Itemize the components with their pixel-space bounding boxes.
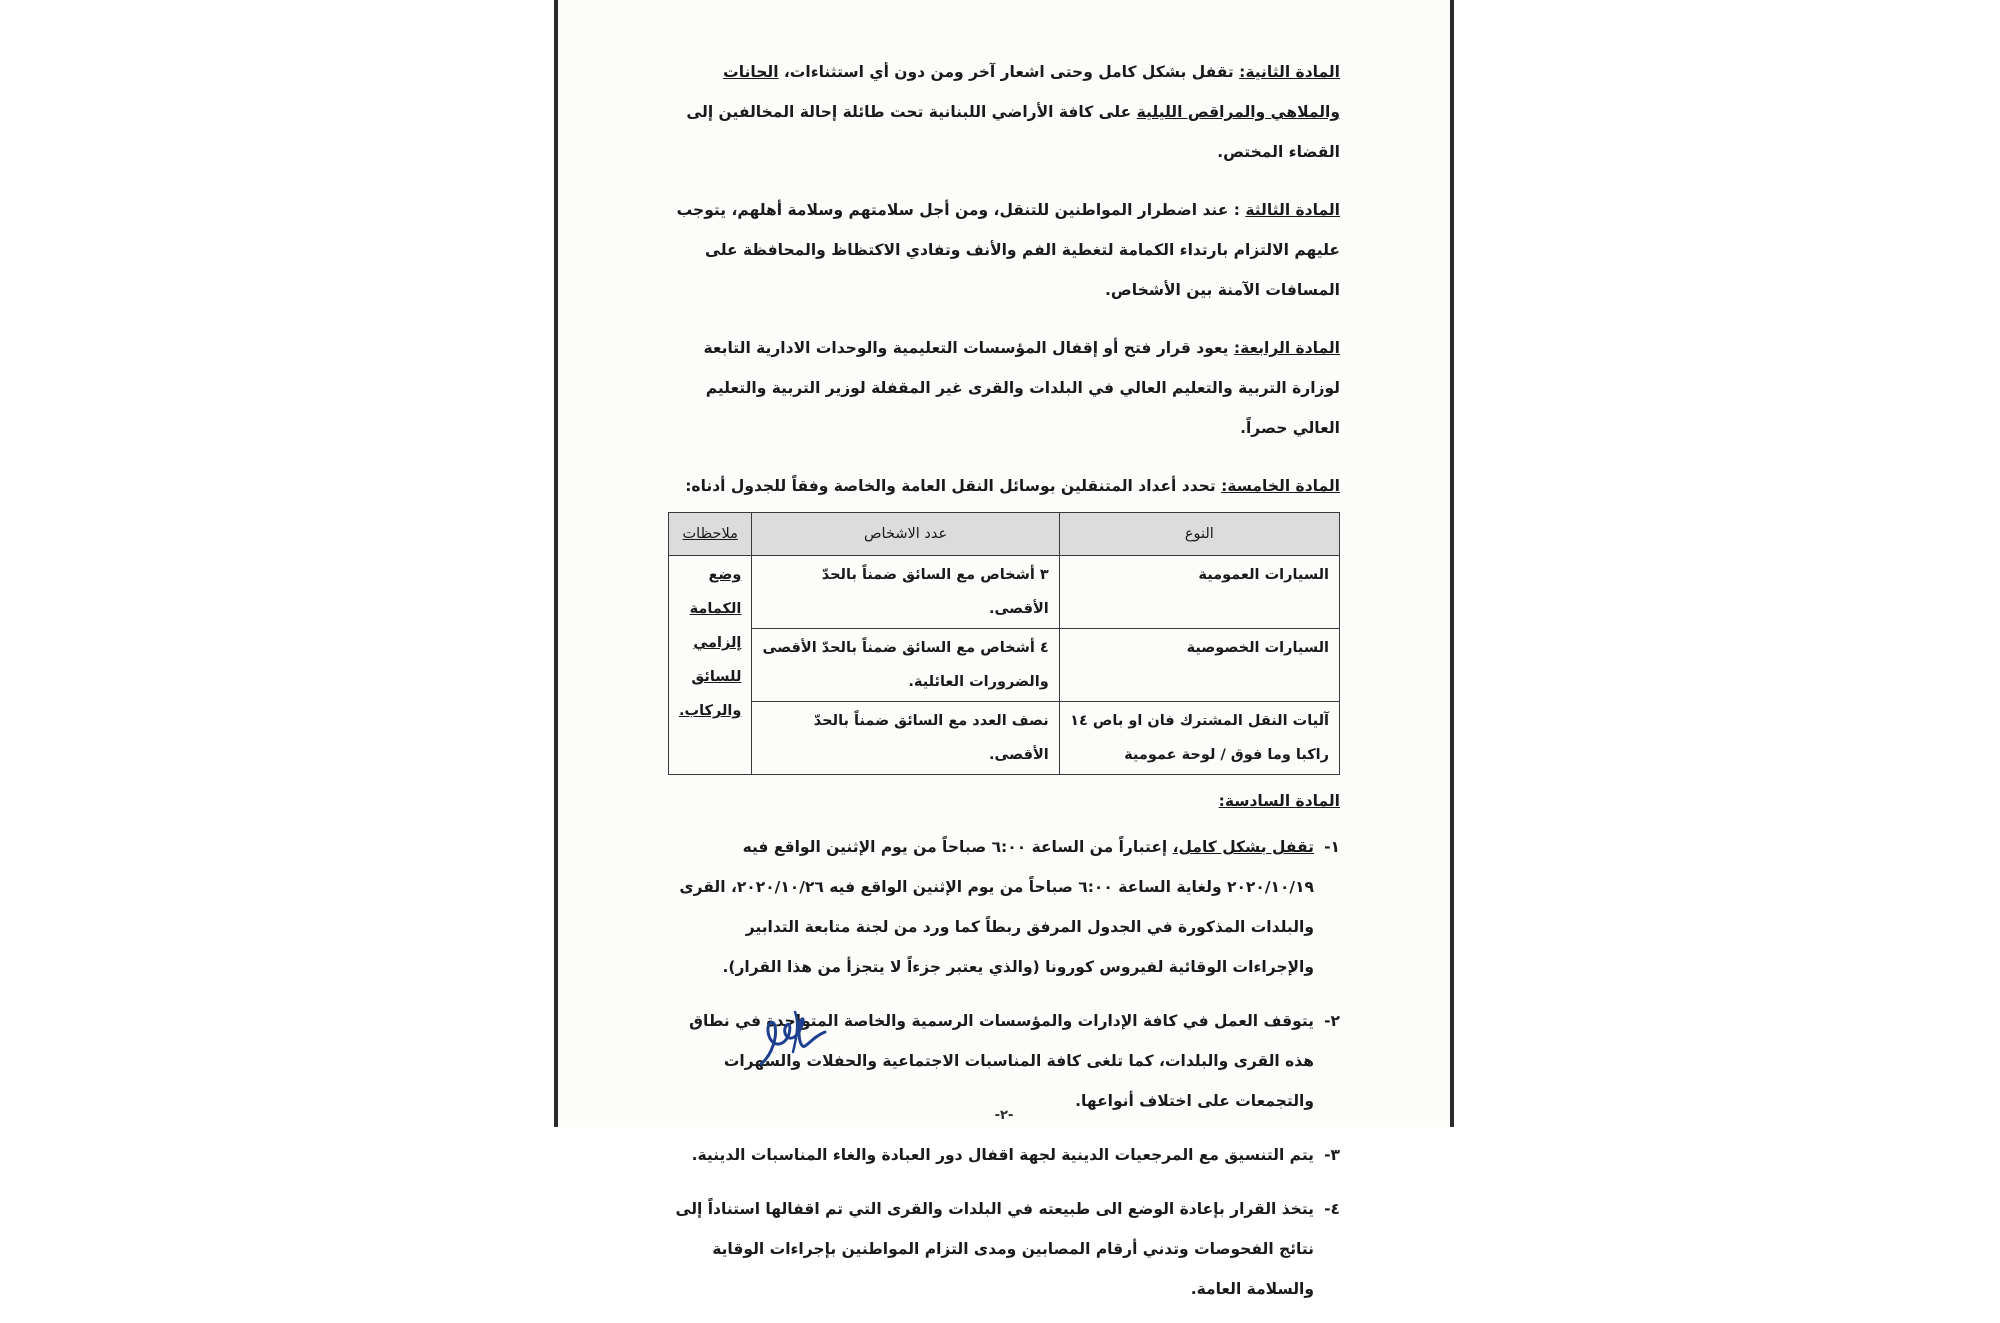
article-3 xyxy=(668,190,1340,310)
cell-type: السيارات العمومية xyxy=(1059,556,1339,629)
cell-count: ٣ أشخاص مع السائق ضمناً بالحدّ الأقصى. xyxy=(752,556,1059,629)
list-item xyxy=(668,1189,1340,1309)
article-5 xyxy=(668,466,1340,506)
article-3-text: : عند اضطرار المواطنين للتنقل، ومن أجل سلامتهم وسلامة أهلهم، يتوجب عليهم الالتزام بارتداء الكمامة لتغطية الفم والأنف وتفادي الاكتظاظ والمحافظة على المسافات الآمنة بين الأشخاص. xyxy=(676,201,1340,299)
cell-notes: وضع الكمامة إلزامي للسائق والركاب. xyxy=(669,556,752,775)
list-item xyxy=(668,1135,1340,1175)
signature-mark xyxy=(755,1006,835,1070)
article-6-heading: المادة السادسة: xyxy=(1218,792,1340,810)
item-text: يتم التنسيق مع المرجعيات الدينية لجهة اقفال دور العبادة والغاء المناسبات الدينية. xyxy=(691,1146,1314,1164)
cell-count: ٤ أشخاص مع السائق ضمناً بالحدّ الأقصى والضرورات العائلية. xyxy=(752,629,1059,702)
table-header-row xyxy=(669,513,1340,556)
item-text: إعتباراً من الساعة ٦:٠٠ صباحاً من يوم الإثنين الواقع فيه ٢٠٢٠/١٠/١٩ ولغاية الساعة ٦:٠٠ صباحاً من يوم الإثنين الواقع فيه ٢٠٢٠/١٠/٢٦، القرى والبلدات المذكورة في الجدول المرفق ربطاً كما ورد من لجنة متابعة التدابير والإجراءات الوقائية لفيروس كورونا (والذي يعتبر جزءاً لا يتجزأ من هذا القرار). xyxy=(679,838,1314,976)
article-3-heading: المادة الثالثة xyxy=(1245,201,1340,219)
item-number: ١- xyxy=(1324,838,1340,856)
article-5-text: تحدد أعداد المتنقلين بوسائل النقل العامة والخاصة وفقاً للجدول أدناه: xyxy=(685,477,1222,495)
item-lead: تقفل بشكل كامل، xyxy=(1172,838,1314,856)
cell-type: السيارات الخصوصية xyxy=(1059,629,1339,702)
item-number: ٤- xyxy=(1324,1200,1340,1218)
article-4 xyxy=(668,328,1340,448)
article-4-text: يعود قرار فتح أو إقفال المؤسسات التعليمية والوحدات الادارية التابعة لوزارة التربية والتعليم العالي في البلدات والقرى غير المقفلة لوزير التربية والتعليم العالي حصراً. xyxy=(703,339,1340,437)
item-text: يتوقف العمل في كافة الإدارات والمؤسسات الرسمية والخاصة المتواجدة في نطاق هذه القرى والبلدات، كما تلغى كافة المناسبات الاجتماعية والحفلات والسهرات والتجمعات على اختلاف أنواعها. xyxy=(689,1012,1314,1110)
document-page xyxy=(554,0,1454,1298)
cell-type: آليات النقل المشترك فان او باص ١٤ راكبا وما فوق / لوحة عمومية xyxy=(1059,702,1339,775)
item-text: يتخذ القرار بإعادة الوضع الى طبيعته في البلدات والقرى التي تم اقفالها استناداً إلى نتائج الفحوصات وتدني أرقام المصابين ومدى التزام المواطنين بإجراءات الوقاية والسلامة العامة. xyxy=(675,1200,1314,1298)
table-row xyxy=(669,629,1340,702)
item-number: ٢- xyxy=(1324,1012,1340,1030)
table-row xyxy=(669,702,1340,775)
table-row xyxy=(669,556,1340,629)
article-2-text-end: على كافة الأراضي اللبنانية تحت طائلة إحالة المخالفين إلى القضاء المختص. xyxy=(686,103,1340,161)
article-2-heading: المادة الثانية: xyxy=(1239,63,1340,81)
cell-count: نصف العدد مع السائق ضمناً بالحدّ الأقصى. xyxy=(752,702,1059,775)
item-number: ٣- xyxy=(1324,1146,1340,1164)
article-6 xyxy=(668,781,1340,821)
article-2-emphasis: الحانات والملاهي والمراقص الليلية xyxy=(723,63,1340,121)
article-2-text: تقفل بشكل كامل وحتى اشعار آخر ومن دون أي استثناءات، xyxy=(778,63,1240,81)
article-5-heading: المادة الخامسة: xyxy=(1221,477,1340,495)
article-2 xyxy=(668,52,1340,172)
header-count: عدد الاشخاص xyxy=(752,513,1059,556)
document-body xyxy=(668,52,1340,1323)
list-item xyxy=(668,827,1340,987)
header-notes: ملاحظات xyxy=(669,513,752,556)
transport-capacity-table xyxy=(668,512,1340,775)
article-4-heading: المادة الرابعة: xyxy=(1233,339,1340,357)
page-number: -٢- xyxy=(994,1108,1014,1123)
header-type: النوع xyxy=(1059,513,1339,556)
